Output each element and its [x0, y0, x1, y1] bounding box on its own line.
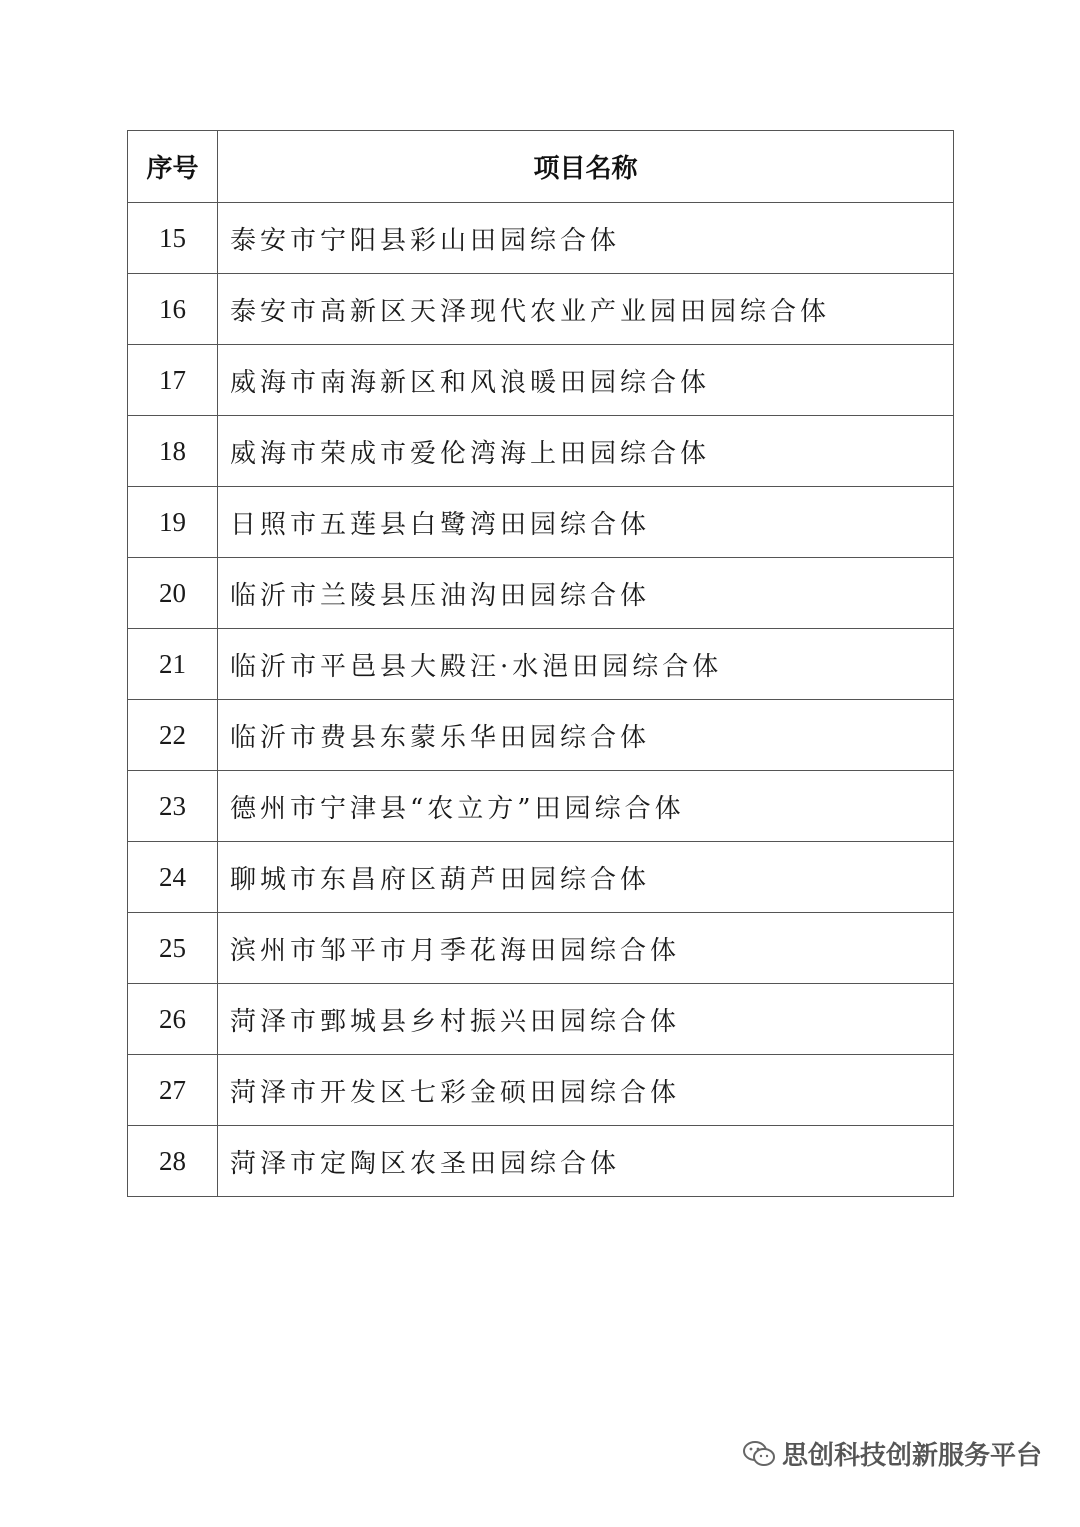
table-row: [128, 1126, 954, 1197]
row-project-name: 泰安市宁阳县彩山田园综合体: [218, 203, 954, 274]
row-serial-number: 22: [128, 700, 218, 771]
row-project-name: 菏泽市鄄城县乡村振兴田园综合体: [218, 984, 954, 1055]
row-serial-number: 16: [128, 274, 218, 345]
table-row: [128, 274, 954, 345]
row-serial-number: 19: [128, 487, 218, 558]
row-serial-number: 23: [128, 771, 218, 842]
row-project-name: 临沂市兰陵县压油沟田园综合体: [218, 558, 954, 629]
table-row: [128, 700, 954, 771]
table-header-row: [128, 131, 954, 203]
row-serial-number: 18: [128, 416, 218, 487]
row-serial-number: 26: [128, 984, 218, 1055]
table-row: [128, 558, 954, 629]
row-serial-number: 24: [128, 842, 218, 913]
row-serial-number: 25: [128, 913, 218, 984]
table-row: [128, 345, 954, 416]
row-project-name: 日照市五莲县白鹭湾田园综合体: [218, 487, 954, 558]
row-project-name: 临沂市平邑县大殿汪·水浥田园综合体: [218, 629, 954, 700]
table-row: [128, 984, 954, 1055]
row-serial-number: 21: [128, 629, 218, 700]
table-row: [128, 416, 954, 487]
table-row: [128, 487, 954, 558]
row-project-name: 临沂市费县东蒙乐华田园综合体: [218, 700, 954, 771]
row-project-name: 威海市荣成市爱伦湾海上田园综合体: [218, 416, 954, 487]
header-serial-number: 序号: [128, 131, 218, 203]
row-serial-number: 17: [128, 345, 218, 416]
row-serial-number: 27: [128, 1055, 218, 1126]
header-project-name: 项目名称: [218, 131, 954, 203]
row-serial-number: 15: [128, 203, 218, 274]
row-project-name: 菏泽市定陶区农圣田园综合体: [218, 1126, 954, 1197]
row-project-name: 菏泽市开发区七彩金硕田园综合体: [218, 1055, 954, 1126]
row-project-name: 泰安市高新区天泽现代农业产业园田园综合体: [218, 274, 954, 345]
watermark: [742, 1435, 1042, 1472]
table-body: [128, 203, 954, 1197]
table-row: [128, 1055, 954, 1126]
row-serial-number: 20: [128, 558, 218, 629]
table-row: [128, 203, 954, 274]
row-serial-number: 28: [128, 1126, 218, 1197]
table-row: [128, 842, 954, 913]
wechat-icon: [742, 1439, 776, 1469]
row-project-name: 威海市南海新区和风浪暖田园综合体: [218, 345, 954, 416]
row-project-name: 滨州市邹平市月季花海田园综合体: [218, 913, 954, 984]
row-project-name: 聊城市东昌府区葫芦田园综合体: [218, 842, 954, 913]
row-project-name: 德州市宁津县“农立方”田园综合体: [218, 771, 954, 842]
table-row: [128, 771, 954, 842]
project-table: [127, 130, 954, 1197]
table-row: [128, 913, 954, 984]
table-row: [128, 629, 954, 700]
watermark-text: 思创科技创新服务平台: [781, 1441, 1042, 1471]
